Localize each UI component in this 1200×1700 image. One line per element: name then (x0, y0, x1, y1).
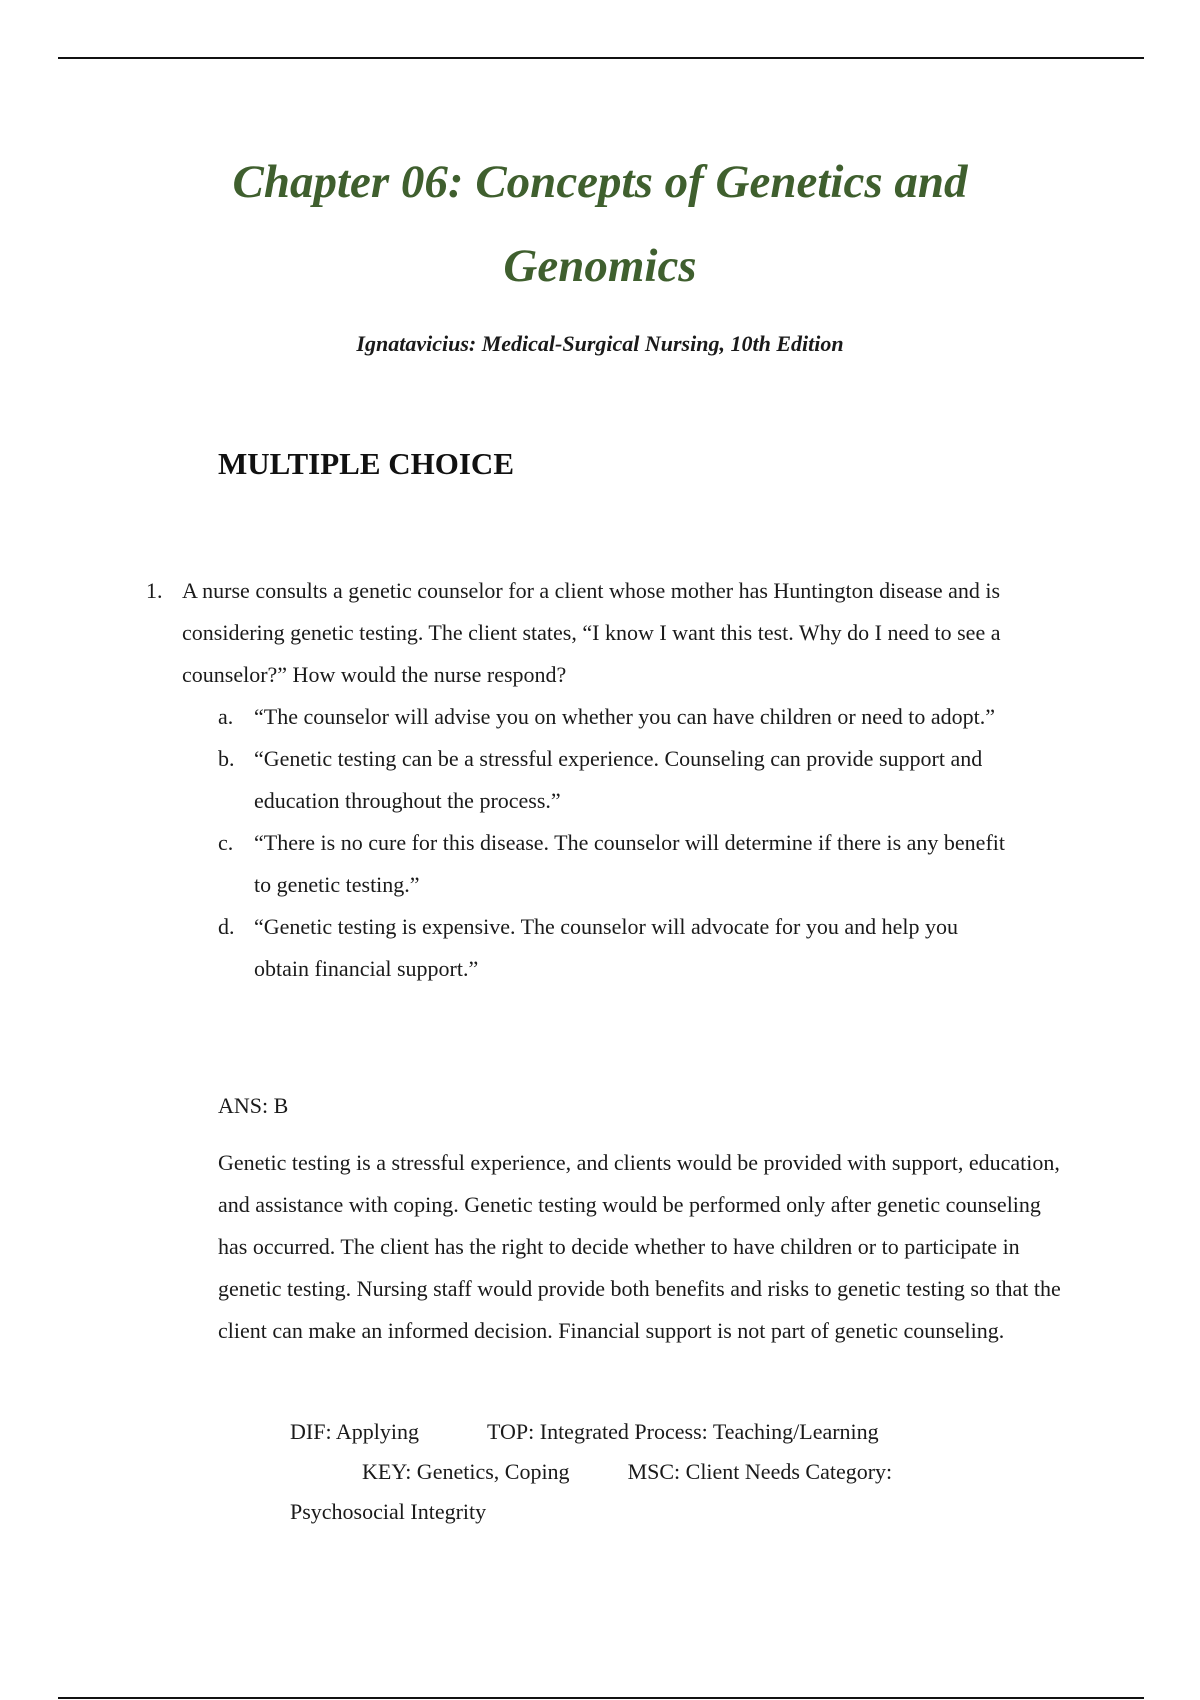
meta-line-2 (290, 1452, 970, 1492)
option-text: “Genetic testing is expensive. The counselor will advocate for you and help you obtain financial support.” (254, 914, 958, 981)
chapter-title: Chapter 06: Concepts of Genetics and Genomics (232, 156, 968, 292)
section-heading: MULTIPLE CHOICE (218, 446, 514, 481)
answer-key: ANS: B (218, 1093, 289, 1118)
option-letter: d. (218, 914, 235, 939)
meta-line-3 (290, 1492, 970, 1532)
option-text: “There is no cure for this disease. The counselor will determine if there is any benefit to genetic testing.” (254, 830, 1005, 897)
meta-line-1 (290, 1412, 970, 1452)
bottom-rule (58, 1697, 1144, 1699)
top-rule (58, 57, 1144, 59)
option-letter: c. (218, 830, 234, 855)
question-stem: A nurse consults a genetic counselor for a client whose mother has Huntington disease and is considering genetic testing. The client states, “I know I want this test. Why do I need to see a counselor?” How would the nurse respond? (182, 578, 1001, 687)
option-letter: a. (218, 704, 234, 729)
question-number: 1. (146, 578, 163, 603)
option-a (218, 696, 1014, 738)
option-d (218, 906, 1014, 990)
msc-tag-continued: Psychosocial Integrity (290, 1499, 487, 1524)
topic-tag: TOP: Integrated Process: Teaching/Learning (486, 1419, 879, 1444)
difficulty-tag: DIF: Applying (290, 1419, 419, 1444)
answer-options (146, 696, 1026, 990)
option-text: “Genetic testing can be a stressful experience. Counseling can provide support and education throughout the process.” (254, 746, 983, 813)
rationale: Genetic testing is a stressful experience, and clients would be provided with support, education, and assistance with coping. Genetic testing would be performed only after genetic counseling has occurred. The client has the right to decide whether to have children or to participate in genetic testing. Nursing staff would provide both benefits and risks to genetic testing so that the client can make an informed decision. Financial support is not part of genetic counseling. (218, 1150, 1061, 1343)
option-c (218, 822, 1014, 906)
key-tag: KEY: Genetics, Coping (362, 1459, 570, 1484)
option-letter: b. (218, 746, 235, 771)
msc-tag: MSC: Client Needs Category: (627, 1459, 893, 1484)
option-text: “The counselor will advise you on whether you can have children or need to adopt.” (254, 704, 996, 729)
book-subtitle: Ignatavicius: Medical-Surgical Nursing, 10th Edition (356, 331, 844, 356)
option-b (218, 738, 1014, 822)
question-1 (146, 570, 1026, 990)
question-metadata (290, 1412, 970, 1532)
